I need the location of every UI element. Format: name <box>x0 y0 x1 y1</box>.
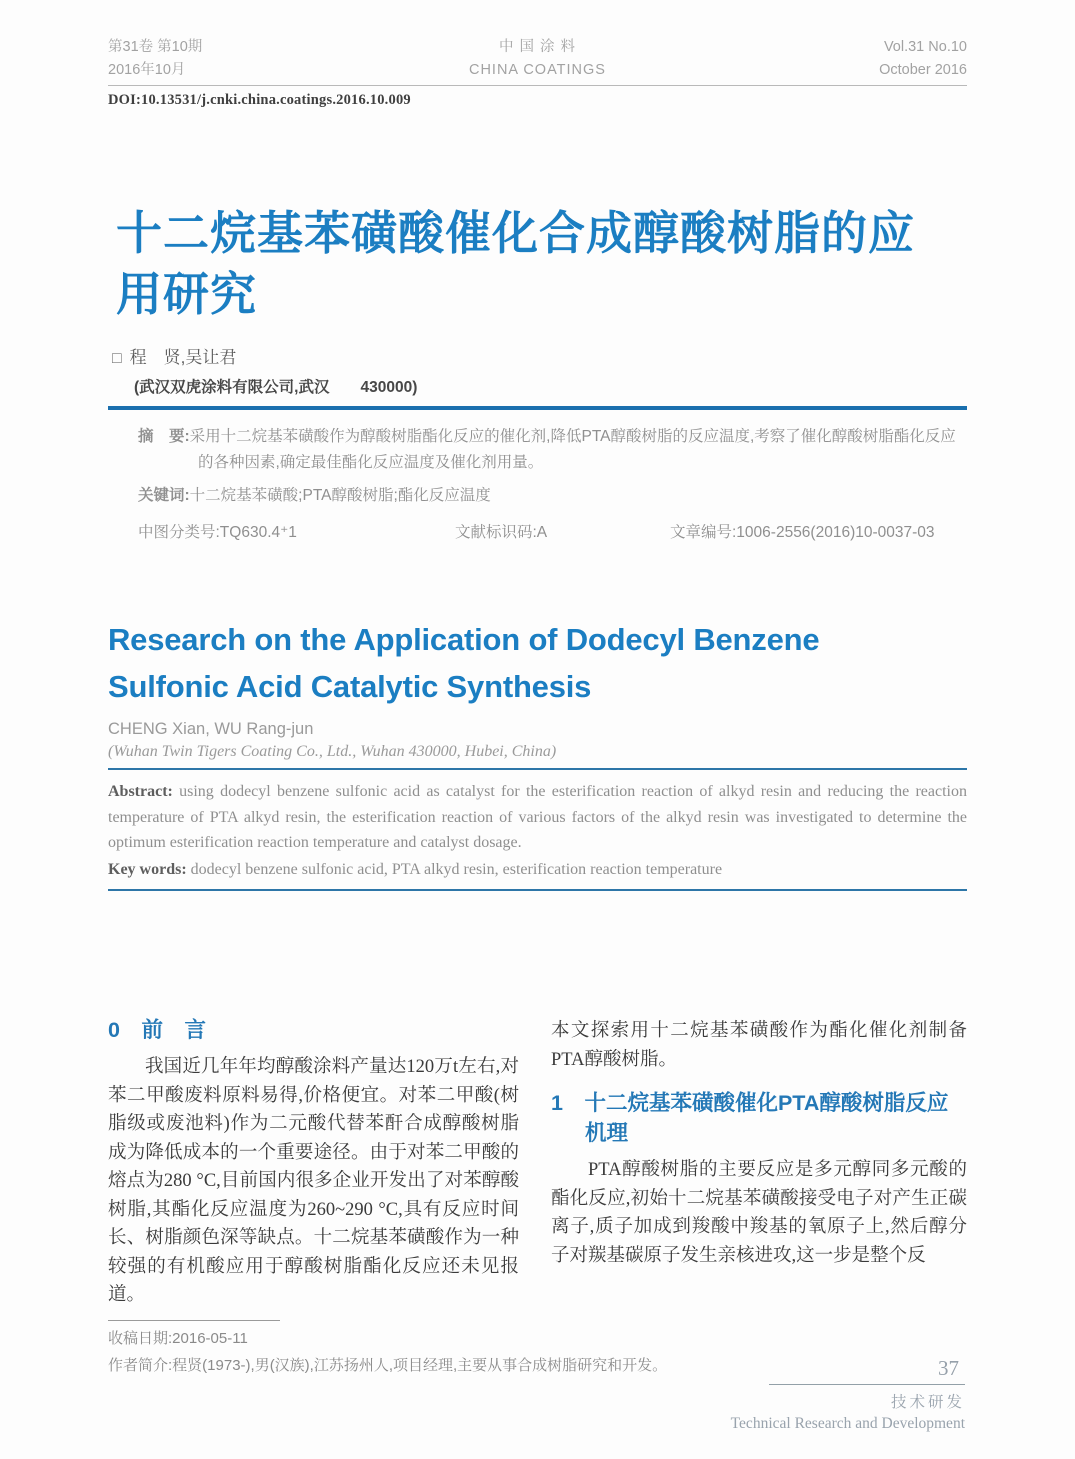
volume-number-en: Vol.31 No.10 <box>883 39 967 55</box>
abstract-label-cn: 摘 要: <box>138 428 190 445</box>
keywords-en <box>108 857 967 883</box>
affiliation-cn: (武汉双虎涂料有限公司,武汉 430000) <box>134 379 418 396</box>
body-columns <box>108 1015 967 1310</box>
keywords-text-en: dodecyl benzene sulfonic acid, PTA alkyd resin, esterification reaction temperature <box>186 860 723 878</box>
right-column <box>551 1015 967 1310</box>
page-footer <box>645 1356 965 1433</box>
keywords-label-en: Key words: <box>108 860 187 878</box>
left-column <box>108 1015 519 1310</box>
article-title-cn: 十二烷基苯磺酸催化合成醇酸树脂的应用研究 <box>116 207 915 320</box>
classification-row <box>138 520 967 546</box>
journal-title-en: CHINA COATINGS <box>468 62 606 78</box>
journal-title-cn: 中 国 涂 料 <box>498 39 577 55</box>
abstract-en <box>108 779 967 856</box>
keywords-text-cn: 十二烷基苯磺酸;PTA醇酸树脂;酯化反应温度 <box>189 487 491 504</box>
issue-date-en: October 2016 <box>879 62 967 78</box>
page-number: 37 <box>938 1356 959 1380</box>
authors-en: CHENG Xian, WU Rang-jun <box>108 720 314 738</box>
authors-cn: 程 贤,吴让君 <box>129 348 237 367</box>
article-title-en: Research on the Application of Dodecyl Benzene Sulfonic Acid Catalytic Synthesis <box>108 622 820 704</box>
abstract-label-en: Abstract: <box>108 783 173 800</box>
intro-paragraph: 我国近几年年均醇酸涂料产量达120万t左右,对苯二甲酸废料原料易得,价格便宜。对苯二甲酸(树脂级或废池料)作为二元酸代替苯酐合成醇酸树脂成为降低成本的一个重要途径。由于对苯二甲酸的熔点为280 °C,目前国内很多企业开发出了对苯醇酸树脂,其酯化反应温度为260~290 °C,具有反应时间长、树脂颜色深等缺点。十二烷基苯磺酸作为一种较强的有机酸应用于醇酸树脂酯化反应还未见报道。 <box>108 1057 519 1305</box>
masthead-volume-info <box>681 36 967 82</box>
masthead-journal-title <box>394 36 680 82</box>
continuation-paragraph: 本文探索用十二烷基苯磺酸作为酯化催化剂制备PTA醇酸树脂。 <box>551 1021 967 1070</box>
section-heading-1: 1 十二烷基苯磺酸催化PTA醇酸树脂反应机理 <box>551 1091 949 1145</box>
doi-line: DOI:10.13531/j.cnki.china.coatings.2016.10.009 <box>108 92 411 108</box>
abstract-text-cn: 采用十二烷基苯磺酸作为醇酸树脂酯化反应的催化剂,降低PTA醇酸树脂的反应温度,考察了催化醇酸树脂酯化反应的各种因素,确定最佳酯化反应温度及催化剂用量。 <box>189 428 956 471</box>
clc-number: 中图分类号:TQ630.4⁺1 <box>138 524 297 541</box>
masthead-issue-info <box>108 36 394 82</box>
footnote-divider <box>108 1320 280 1321</box>
article-id: 文章编号:1006-2556(2016)10-0037-03 <box>670 524 935 541</box>
keywords-cn <box>138 483 967 509</box>
column-name-en: Technical Research and Development <box>730 1415 965 1432</box>
abstract-block-cn <box>108 410 967 546</box>
authors-line-cn <box>112 343 967 368</box>
issue-number-cn: 第31卷 第10期 <box>108 39 203 55</box>
author-marker-icon: □ <box>112 350 122 367</box>
document-code: 文献标识码:A <box>455 524 548 541</box>
received-date: 收稿日期:2016-05-11 <box>108 1329 248 1347</box>
section1-paragraph: PTA醇酸树脂的主要反应是多元醇同多元酸的酯化反应,初始十二烷基苯磺酸接受电子对产生正碳离子,质子加成到羧酸中羧基的氧原子上,然后醇分子对羰基碳原子发生亲核进攻,这一步是整个反 <box>551 1160 967 1266</box>
abstract-cn <box>138 424 967 476</box>
journal-masthead <box>108 36 967 86</box>
issue-date-cn: 2016年10月 <box>108 62 186 78</box>
divider-thin-blue-bottom <box>108 889 967 891</box>
divider-thin-blue-top <box>108 768 967 770</box>
keywords-label-cn: 关键词: <box>138 487 190 504</box>
footer-divider <box>769 1384 965 1385</box>
abstract-text-en: using dodecyl benzene sulfonic acid as catalyst for the esterification reaction of alkyd resin and reducing the reaction temperature of PTA alkyd resin, the esterification reaction of various factors of the alkyd resin was investigated to determine the optimum esterification reaction temperature and catalyst dosage. <box>108 783 967 851</box>
column-name-cn: 技术研发 <box>890 1394 965 1411</box>
affiliation-en: (Wuhan Twin Tigers Coating Co., Ltd., Wuhan 430000, Hubei, China) <box>108 743 557 760</box>
section-heading-intro: 0 前 言 <box>108 1018 206 1042</box>
author-bio: 作者简介:程贤(1973-),男(汉族),江苏扬州人,项目经理,主要从事合成树脂研究和开发。 <box>108 1356 668 1374</box>
abstract-block-en <box>108 779 967 882</box>
